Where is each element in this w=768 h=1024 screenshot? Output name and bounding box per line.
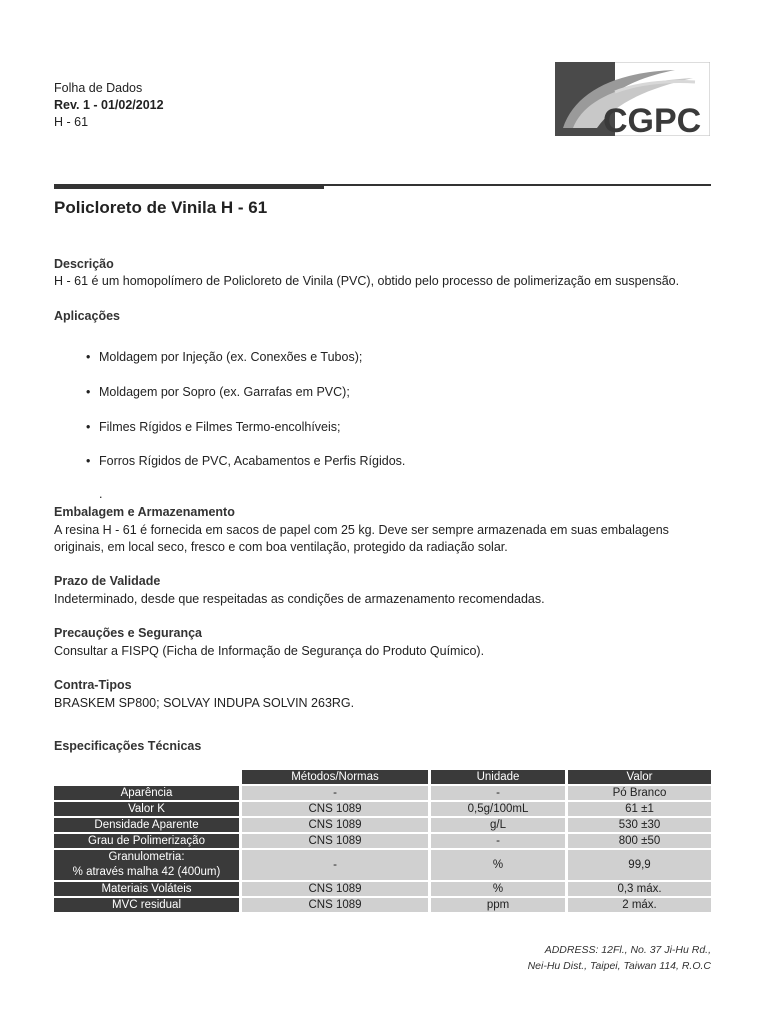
value-cell: 61 ±1 [568, 802, 711, 816]
value-cell: 2 máx. [568, 898, 711, 912]
property-cell: Valor K [54, 802, 239, 816]
value-cell: 530 ±30 [568, 818, 711, 832]
trailing-dot: . [99, 487, 103, 501]
text-validade: Indeterminado, desde que respeitadas as condições de armazenamento recomendadas. [54, 592, 545, 606]
method-cell: - [242, 850, 428, 880]
table-row [54, 802, 711, 816]
logo-graphic [555, 62, 710, 136]
heading-validade: Prazo de Validade [54, 574, 161, 588]
method-cell: - [242, 786, 428, 800]
unit-cell: - [431, 834, 565, 848]
table-row [54, 786, 711, 800]
unit-cell: 0,5g/100mL [431, 802, 565, 816]
property-cell: Materiais Voláteis [54, 882, 239, 896]
list-item: • Moldagem por Injeção (ex. Conexões e Tubos); [88, 350, 362, 364]
method-cell: CNS 1089 [242, 898, 428, 912]
table-row [54, 818, 711, 832]
property-cell: Aparência [54, 786, 239, 800]
address-line-2: Nei-Hu Dist., Taipei, Taiwan 114, R.O.C [527, 960, 711, 972]
heading-contratipos: Contra-Tipos [54, 678, 132, 692]
method-cell: CNS 1089 [242, 818, 428, 832]
value-cell: 800 ±50 [568, 834, 711, 848]
address-line-1: ADDRESS: 12Fl., No. 37 Ji-Hu Rd., [544, 944, 711, 956]
table-row [54, 898, 711, 912]
property-line-2: % através malha 42 (400um) [72, 866, 221, 878]
list-item: • Moldagem por Sopro (ex. Garrafas em PVC); [88, 385, 350, 399]
cgpc-logo [555, 62, 710, 136]
text-embalagem: A resina H - 61 é fornecida em sacos de papel com 25 kg. Deve ser sempre armazenada em suas embalagens originais, em local seco, fresco e com boa ventilação, protegido da radiação solar. [54, 523, 669, 554]
method-cell: CNS 1089 [242, 882, 428, 896]
document-header [54, 80, 164, 131]
heading-embalagem: Embalagem e Armazenamento [54, 505, 235, 519]
unit-cell: ppm [431, 898, 565, 912]
list-item: • Forros Rígidos de PVC, Acabamentos e Perfis Rígidos. [88, 454, 405, 468]
page-title: Policloreto de Vinila H - 61 [54, 198, 268, 217]
unit-cell: % [431, 882, 565, 896]
revision: Rev. 1 - 01/02/2012 [54, 98, 164, 112]
property-line-1: Granulometria: [108, 851, 185, 863]
heading-descricao: Descrição [54, 257, 114, 271]
property-cell: Grau de Polimerização [54, 834, 239, 848]
header-methods: Métodos/Normas [242, 770, 428, 784]
property-cell: Densidade Aparente [54, 818, 239, 832]
table-row [54, 834, 711, 848]
table-header-row [54, 770, 711, 784]
value-cell: Pó Branco [568, 786, 711, 800]
table-row [54, 850, 711, 880]
logo-text: CGPC [603, 102, 702, 136]
product-code: H - 61 [54, 115, 89, 129]
doc-type: Folha de Dados [54, 81, 143, 95]
unit-cell: - [431, 786, 565, 800]
method-cell: CNS 1089 [242, 802, 428, 816]
title-rule-accent [54, 184, 324, 189]
text-precaucoes: Consultar a FISPQ (Ficha de Informação de Segurança do Produto Químico). [54, 644, 485, 658]
value-cell: 99,9 [568, 850, 711, 880]
header-blank [54, 770, 239, 784]
footer-address [528, 942, 711, 974]
unit-cell: % [431, 850, 565, 880]
list-item: • Filmes Rígidos e Filmes Termo-encolhíveis; [88, 420, 341, 434]
spec-table [51, 768, 714, 914]
text-contratipos: BRASKEM SP800; SOLVAY INDUPA SOLVIN 263RG. [54, 696, 355, 710]
method-cell: CNS 1089 [242, 834, 428, 848]
property-cell: MVC residual [54, 898, 239, 912]
table-row [54, 882, 711, 896]
heading-precaucoes: Precauções e Segurança [54, 626, 202, 640]
header-value: Valor [568, 770, 711, 784]
heading-especificacoes: Especificações Técnicas [54, 739, 202, 753]
header-unit: Unidade [431, 770, 565, 784]
text-descricao: H - 61 é um homopolímero de Policloreto de Vinila (PVC), obtido pelo processo de polimerização em suspensão. [54, 274, 680, 288]
property-cell [54, 850, 239, 880]
value-cell: 0,3 máx. [568, 882, 711, 896]
heading-aplicacoes: Aplicações [54, 309, 121, 323]
unit-cell: g/L [431, 818, 565, 832]
